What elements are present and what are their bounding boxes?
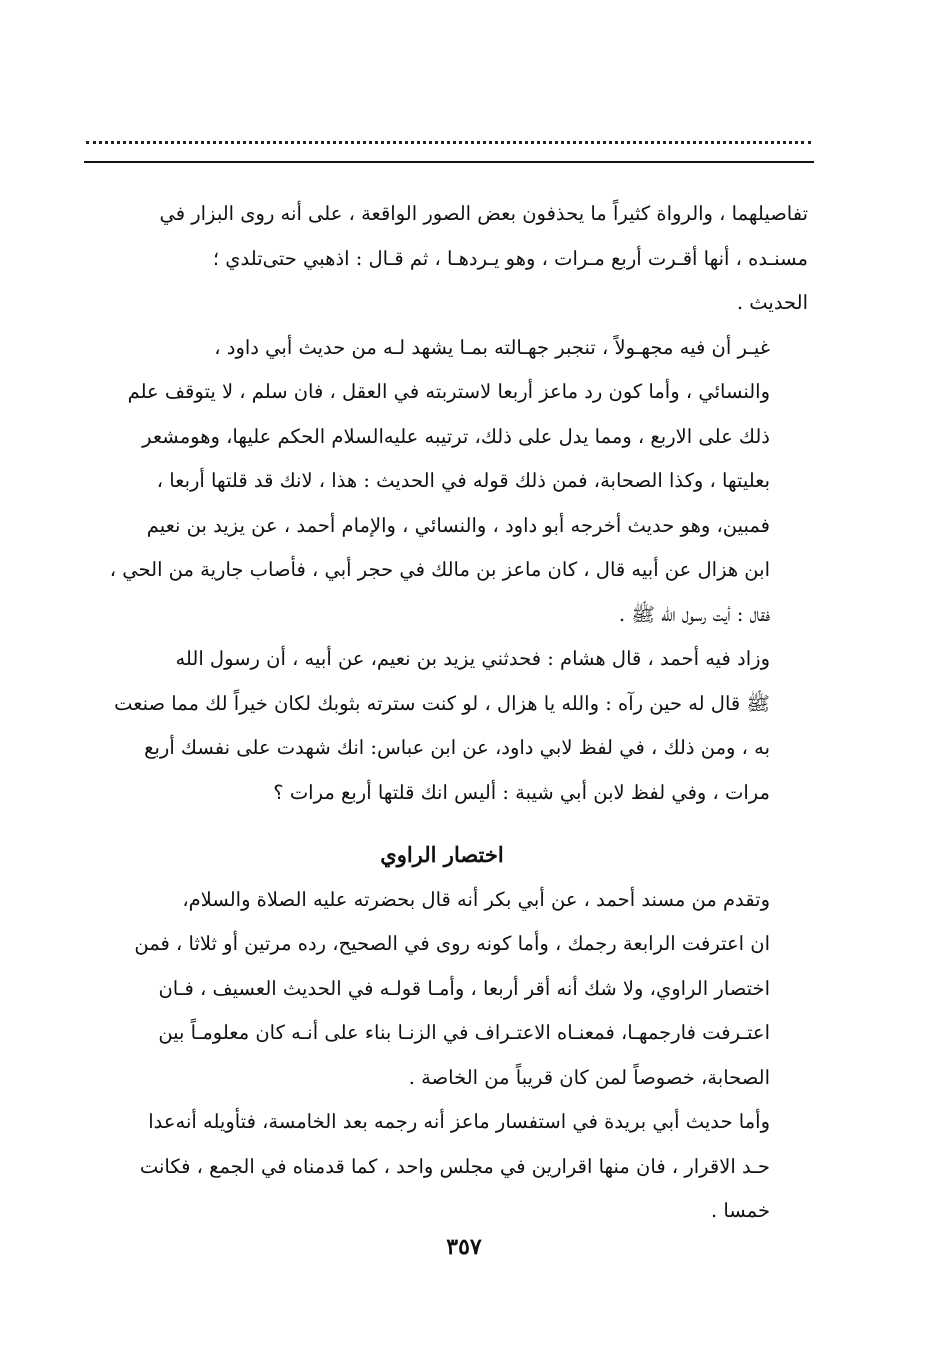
text-line: وزاد فيه أحمد ، قال هشام : فحدثني يزيد بن نعيم، عن أبيه ، أن رسول الله <box>175 647 770 670</box>
text-line: ابن هزال عن أبيه قال ، كان ماعز بن مالك في حجر أبي ، فأصاب جارية من الحي ، <box>109 558 770 581</box>
text-line: وتقدم من مسند أحمد ، عن أبي بكر أنه قال بحضرته عليه الصلاة والسلام، <box>182 887 770 911</box>
paragraph-continuation <box>76 192 808 326</box>
text-line: اختصار الراوي، ولا شك أنه أقر أربعا ، وأمـا قولـه في الحديث العسيف ، فـان <box>158 976 770 1000</box>
text-line: ذلك على الاربع ، ومما يدل على ذلك، ترتيبه عليه‌السلام الحكم عليها، وهومشعر <box>142 424 770 448</box>
text-line: ان اعترفت الرابعة رجمك ، وأما كونه روى في الصحيح، رده مرتين أو ثلاثا ، فمن <box>134 932 770 955</box>
paragraph-musnad-ahmad <box>76 878 808 1101</box>
paragraph-abu-burayda <box>76 1100 808 1234</box>
text-line: مسنـده ، أنها أقـرت أربع مـرات ، وهو يـردهـا ، ثم قـال : اذهبي حتى‌تلدي ؛ <box>212 246 808 270</box>
text-line: وأما حديث أبي بريدة في استفسار ماعز أنه رجمه بعد الخامسة، فتأويله أنه‌عدا <box>148 1110 770 1133</box>
text-line: الصحابة، خصوصاً لمن كان قريباً من الخاصة . <box>408 1065 770 1089</box>
page-number: ٣٥٧ <box>446 1234 482 1260</box>
text-line: مرات ، وفي لفظ لابن أبي شيبة : أليس انك قلتها أربع مرات ؟ <box>273 780 770 804</box>
paragraph-ahmad-addition <box>76 637 808 815</box>
text-line: ﷺ قال له حين رآه : والله يا هزال ، لو كنت سترته بثوبك لكان خيراً لك مما صنعت <box>114 691 770 715</box>
dotted-separator <box>86 141 811 144</box>
paragraph-narrator-support <box>76 326 808 638</box>
text-line: به ، ومن ذلك ، في لفظ لابي داود، عن ابن عباس: انك شهدت على نفسك أربع <box>144 736 770 759</box>
text-line: فقال : أيت رسول الله ﷺ . <box>618 602 770 626</box>
text-line: اعتـرفت فارجمهـا، فمعنـاه الاعتـراف في الزنـا بناء على أنـه كان معلومـاً بين <box>158 1021 770 1044</box>
text-line: تفاصيلهما ، والرواة كثيراً ما يحذفون بعض الصور الواقعة ، على أنه روى البزار في <box>159 202 808 225</box>
text-line: حـد الاقرار ، فان منها اقرارين في مجلس واحد ، كما قدمناه في الجمع ، فكانت <box>139 1154 770 1178</box>
text-line: الحديث . <box>736 291 808 314</box>
page-body <box>76 192 808 1234</box>
text-line: فمبين، وهو حديث أخرجه أبو داود ، والنسائي ، والإمام أحمد ، عن يزيد بن نعيم <box>146 513 770 537</box>
text-line: بعليتها ، وكذا الصحابة، فمن ذلك قوله في الحديث : هذا ، لانك قد قلتها أربعا ، <box>156 469 770 492</box>
text-line: والنسائي ، وأما كون رد ماعز أربعا لاستربته في العقل ، فان سلم ، لا يتوقف علم <box>127 380 770 403</box>
header-rule <box>84 161 814 163</box>
section-heading: اختصار الراوي <box>380 842 504 867</box>
text-line: غيـر أن فيه مجهـولاً ، تنجبر جهـالته بمـا يشهد لـه من حديث أبي داود ، <box>214 335 770 359</box>
text-line: خمسا . <box>710 1199 770 1222</box>
